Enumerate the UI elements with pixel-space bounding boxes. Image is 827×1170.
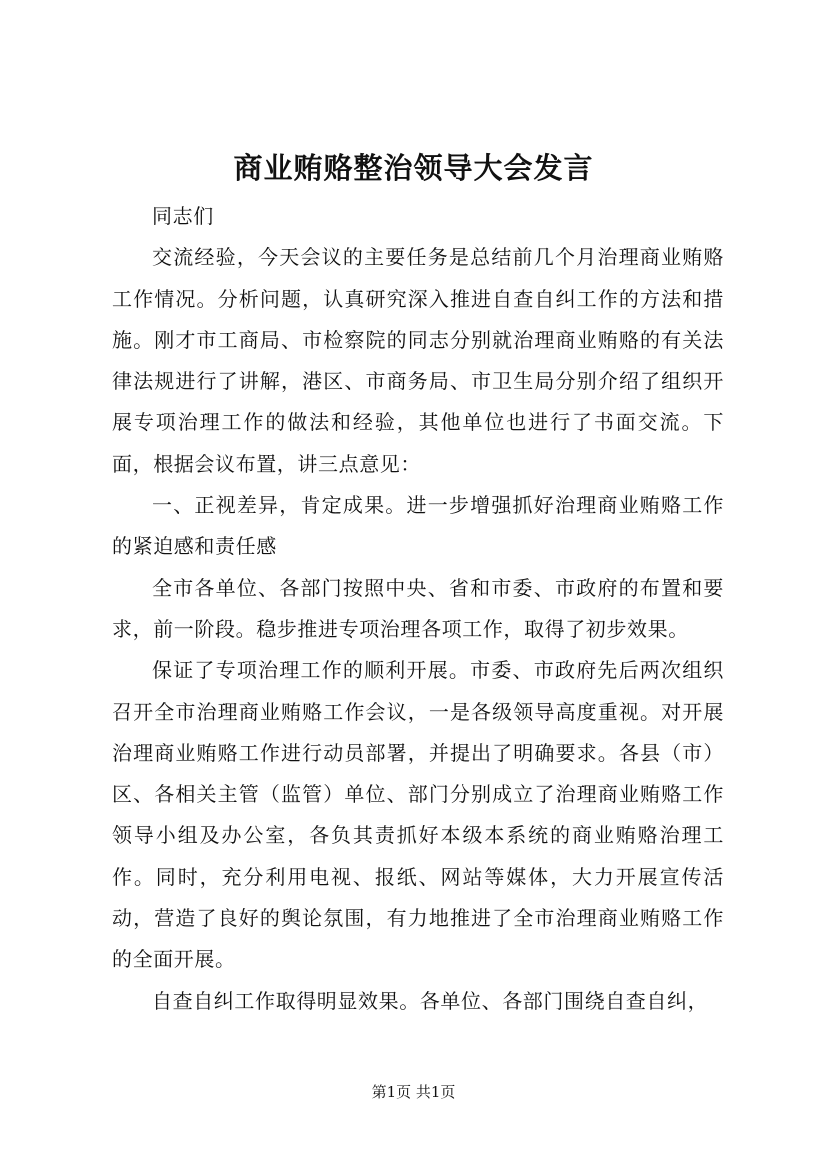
section-heading: 一、正视差异，肯定成果。进一步增强抓好治理商业贿赂工作的紧迫感和责任感 — [112, 493, 724, 559]
document-title: 商业贿赂整治领导大会发言 — [233, 151, 594, 185]
paragraph: 全市各单位、各部门按照中央、省和市委、市政府的布置和要求，前一阶段。稳步推进专项治理各项工作，取得了初步效果。 — [112, 575, 724, 641]
paragraph: 自查自纠工作取得明显效果。各单位、各部门围绕自查自纠， — [152, 988, 709, 1013]
paragraph-salutation: 同志们 — [152, 204, 214, 228]
paragraph: 保证了专项治理工作的顺利开展。市委、市政府先后两次组织召开全市治理商业贿赂工作会议，一是各级领导高度重视。对开展治理商业贿赂工作进行动员部署，并提出了明确要求。各县（市）区、各相关主管（监管）单位、部门分别成立了治理商业贿赂工作领导小组及办公室，各负其责抓好本级本系统的商业贿赂治理工作。同时，充分利用电视、报纸、网站等媒体，大力开展宣传活动，营造了良好的舆论氛围，有力地推进了全市治理商业贿赂工作的全面开展。 — [112, 658, 724, 972]
page-footer: 第1页 共1页 — [371, 1083, 456, 1101]
document-body — [112, 196, 724, 1022]
paragraph: 交流经验，今天会议的主要任务是总结前几个月治理商业贿赂工作情况。分析问题，认真研究深入推进自查自纠工作的方法和措施。刚才市工商局、市检察院的同志分别就治理商业贿赂的有关法律法规进行了讲解，港区、市商务局、市卫生局分别介绍了组织开展专项治理工作的做法和经验，其他单位也进行了书面交流。下面，根据会议布置，讲三点意见： — [112, 245, 724, 476]
